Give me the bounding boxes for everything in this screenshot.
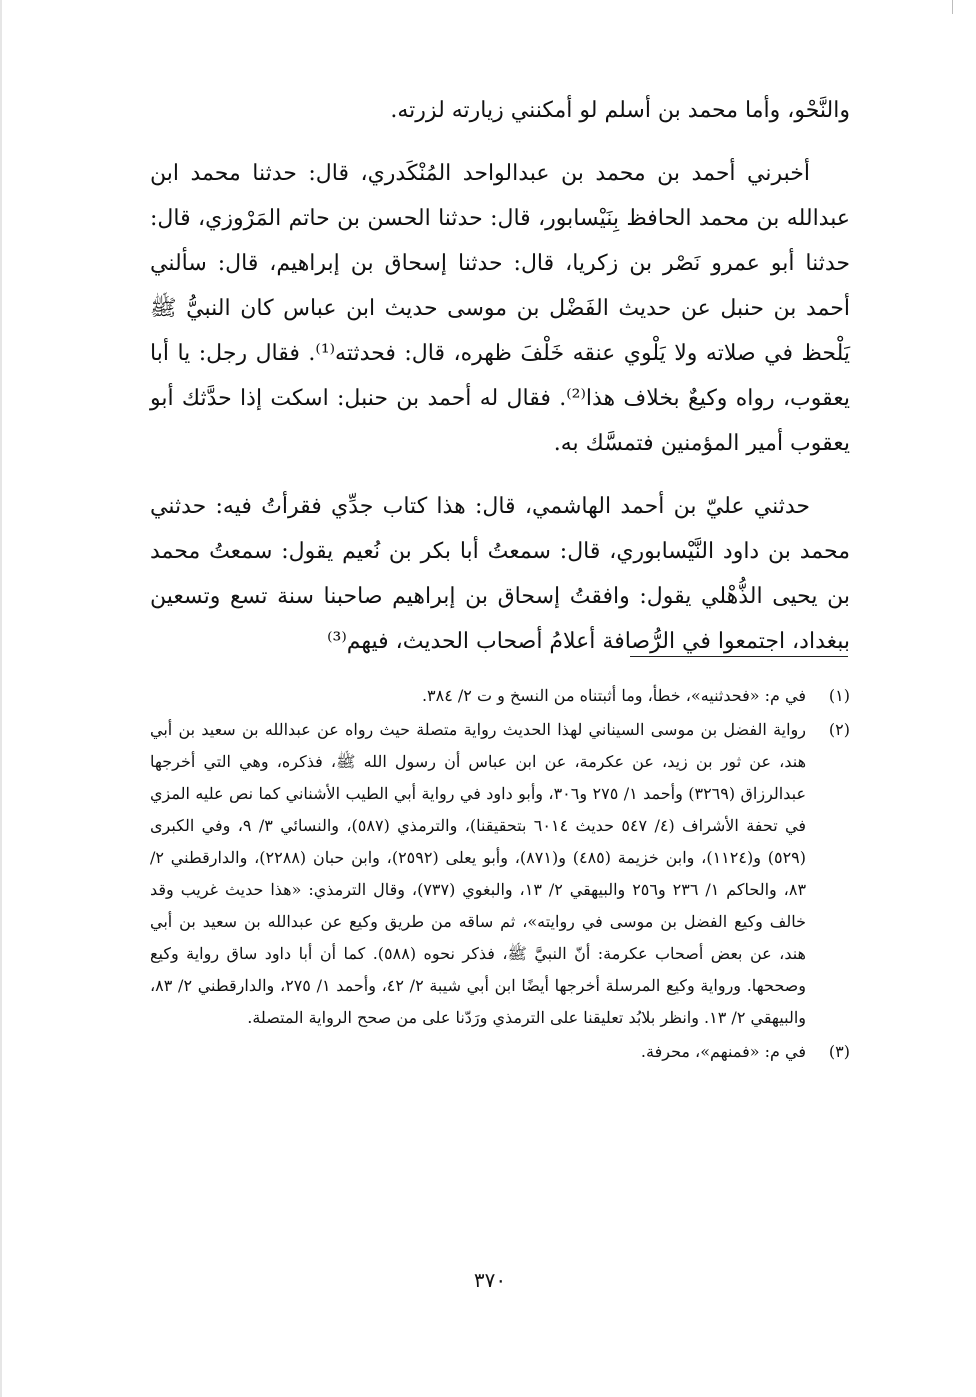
footnote-text: في م: «فحدثنيه»، خطأ، وما أثبتناه من النسخ و ت ٢/ ٣٨٤. (421, 686, 806, 705)
footnote-2 (150, 714, 850, 1034)
footnote-3 (150, 1036, 850, 1068)
paragraph-text: والنَّحْو، وأما محمد بن أسلم لو أمكنني زيارته لزرته. (390, 98, 850, 123)
page-number: ٣٧٠ (473, 1268, 507, 1292)
footnote-number: (٣) (828, 1042, 850, 1061)
footnotes (150, 680, 850, 1068)
footnote-number: (١) (828, 686, 850, 705)
main-text (150, 88, 850, 664)
footnote-number: (٢) (828, 720, 850, 739)
scan-edge-mark-top (952, 0, 953, 14)
footnote-separator (630, 656, 848, 657)
paragraph-continuation (150, 88, 850, 133)
paragraph-hadith-isnad (150, 151, 850, 466)
footnote-1 (150, 680, 850, 712)
footnote-text: رواية الفضل بن موسى السيناني لهذا الحديث رواية متصلة حيث رواه عن عبدالله بن سعيد بن أبي هند، عن ثور بن زيد، عن عكرمة، عن ابن عباس أن رسول الله ﷺ، فذكره، وهي التي أخرجها عبدالرزاق (٣٢٦٩) وأحمد ١/ ٢٧٥ و٣٠٦، وأبو داود في رواية أبي الطيب الأشناني كما نص عليه المزي في تحفة الأشراف (٤/ ٥٤٧ حديث ٦٠١٤ بتحقيقنا)، والترمذي (٥٨٧)، والنسائي ٣/ ٩، وفي الكبرى (٥٢٩) و(١١٢٤)، وابن خزيمة (٤٨٥) و(٨٧١)، وأبو يعلى (٢٥٩٢)، وابن حبان (٢٢٨٨)، والدارقطني ٢/ ٨٣، والحاكم ١/ ٢٣٦ و٢٥٦ والبيهقي ٢/ ١٣، والبغوي (٧٣٧)، وقال الترمذي: «هذا حديث غريب وقد خالف وكيع الفضل بن موسى في روايته»، ثم ساقه من طريق وكيع عن عبدالله بن سعيد بن أبي هند، عن بعض أصحاب عكرمة: أنّ النبيَّ ﷺ، فذكر نحوه (٥٨٨). كما أن أبا داود ساق رواية وكيع وصححها. ورواية وكيع المرسلة أخرجها أيضًا ابن أبي شيبة ٢/ ٤٢، وأحمد ١/ ٢٧٥، والدارقطني ٢/ ٨٣، والبيهقي ٢/ ١٣. وانظر بلابُد تعليقنا على الترمذي ورَدّنا على من صحح الرواية المتصلة. (150, 720, 807, 1027)
paragraph-text: حدثني عليّ بن أحمد الهاشمي، قال: هذا كتاب جدِّي فقرأتُ فيه: حدثني محمد بن داود النَّيْسابوري، قال: سمعتُ أبا بكر بن نُعيم يقول: سمعتُ محمد بن يحيى الذُّهْلي يقول: وافقتُ إسحاق بن إبراهيم صاحبنا سنة تسع وتسعين ببغداد، اجتمعوا في الرُّصافة أعلامُ أصحاب الحديث، فيهم⁽³⁾ (150, 494, 850, 654)
paragraph-dhuhli (150, 484, 850, 664)
footnote-text: في م: «فمنهم»، محرفة. (640, 1042, 806, 1061)
paragraph-text: أخبرني أحمد بن محمد بن عبدالواحد المُنْكَدري، قال: حدثنا محمد ابن عبدالله بن محمد الحافظ بِنَيْسابور، قال: حدثنا الحسن بن حاتم المَرْوزي، قال: حدثنا أبو عمرو نَصْر بن زكريا، قال: حدثنا إسحاق بن إبراهيم، قال: سألني أحمد بن حنبل عن حديث الفَضْل بن موسى حديث ابن عباس كان النبيُّ ﷺ يَلْحظ في صلاته ولا يَلْوي عنقه خَلْفَ ظهره، قال: فحدثته⁽¹⁾. فقال رجل: يا أبا يعقوب، رواه وكيعٌ بخلاف هذا⁽²⁾. فقال له أحمد بن حنبل: اسكت إذا حدَّثك أبو يعقوب أمير المؤمنين فتمسَّك به. (150, 161, 851, 456)
scan-edge-mark-left (0, 0, 2, 1397)
